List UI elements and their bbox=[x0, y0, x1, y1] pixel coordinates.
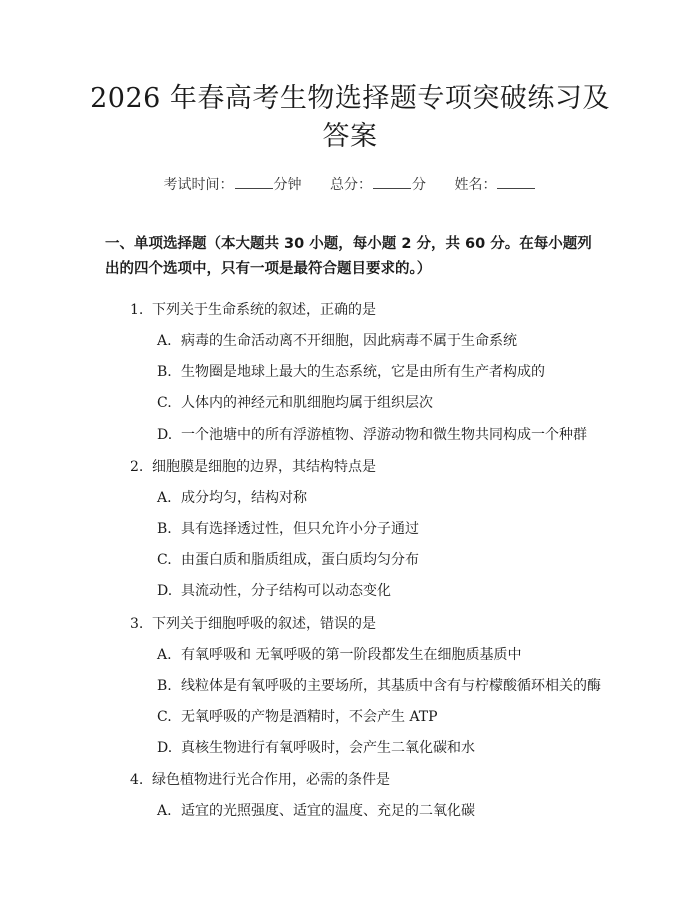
answer-option bbox=[157, 640, 700, 671]
question-text: 绿色植物进行光合作用，必需的条件是 bbox=[152, 772, 390, 789]
option-letter: C. bbox=[157, 708, 172, 725]
exam-info-line bbox=[0, 174, 700, 194]
option-text: 由蛋白质和脂质组成，蛋白质均匀分布 bbox=[181, 552, 419, 569]
question-stem bbox=[130, 764, 700, 796]
option-letter: C. bbox=[157, 552, 172, 569]
option-text: 适宜的光照强度、适宜的温度、充足的二氧化碳 bbox=[181, 803, 475, 820]
option-text: 成分均匀，结构对称 bbox=[181, 489, 307, 506]
section-heading: 一、单项选择题（本大题共 30 小题，每小题 2 分，共 60 分。在每小题列出的四个选项中，只有一项是最符合题目要求的。） bbox=[105, 236, 592, 277]
question-item bbox=[0, 764, 700, 827]
question-stem bbox=[130, 608, 700, 640]
option-letter: D. bbox=[157, 426, 173, 443]
option-text: 一个池塘中的所有浮游植物、浮游动物和微生物共同构成一个种群 bbox=[181, 426, 587, 443]
total-score-label: 总分： bbox=[330, 177, 372, 193]
answer-option bbox=[157, 545, 700, 576]
exam-time-blank bbox=[235, 176, 273, 189]
question-list bbox=[0, 294, 700, 827]
answer-option bbox=[157, 796, 700, 827]
answer-option bbox=[157, 733, 700, 764]
total-score-field bbox=[330, 174, 426, 194]
option-text: 病毒的生命活动离不开细胞，因此病毒不属于生命系统 bbox=[181, 333, 517, 349]
option-letter: A. bbox=[157, 489, 172, 506]
option-letter: A. bbox=[157, 333, 172, 349]
option-list bbox=[0, 326, 700, 451]
question-number: 3. bbox=[130, 615, 144, 632]
option-letter: B. bbox=[157, 520, 172, 537]
question-text: 下列关于细胞呼吸的叙述，错误的是 bbox=[152, 615, 376, 632]
option-letter: A. bbox=[157, 646, 172, 663]
question-text: 细胞膜是细胞的边界，其结构特点是 bbox=[152, 458, 376, 475]
answer-option bbox=[157, 420, 700, 451]
option-text: 无氧呼吸的产物是酒精时，不会产生 ATP bbox=[181, 708, 438, 725]
question-item bbox=[0, 608, 700, 765]
option-letter: B. bbox=[157, 677, 172, 694]
answer-option bbox=[157, 702, 700, 733]
total-score-unit: 分 bbox=[412, 177, 426, 193]
option-text: 人体内的神经元和肌细胞均属于组织层次 bbox=[181, 395, 433, 412]
option-text: 具有选择透过性，但只允许小分子通过 bbox=[181, 520, 419, 537]
question-text: 下列关于生命系统的叙述，正确的是 bbox=[152, 302, 376, 318]
answer-option bbox=[157, 514, 700, 545]
option-list bbox=[0, 640, 700, 765]
option-letter: D. bbox=[157, 583, 173, 600]
option-list bbox=[0, 483, 700, 608]
option-list bbox=[0, 796, 700, 827]
question-stem bbox=[130, 451, 700, 483]
option-text: 线粒体是有氧呼吸的主要场所，其基质中含有与柠檬酸循环相关的酶 bbox=[181, 677, 601, 694]
option-letter: D. bbox=[157, 740, 173, 757]
answer-option bbox=[157, 326, 700, 357]
option-text: 生物圈是地球上最大的生态系统，它是由所有生产者构成的 bbox=[181, 364, 545, 381]
answer-option bbox=[157, 483, 700, 514]
name-blank bbox=[497, 176, 535, 189]
option-text: 具流动性，分子结构可以动态变化 bbox=[181, 583, 391, 600]
question-stem bbox=[130, 294, 700, 326]
question-number: 1. bbox=[130, 302, 144, 318]
answer-option bbox=[157, 388, 700, 419]
answer-option bbox=[157, 357, 700, 388]
question-number: 4. bbox=[130, 772, 144, 789]
question-item bbox=[0, 451, 700, 608]
name-label: 姓名： bbox=[454, 177, 497, 193]
exam-time-label: 考试时间： bbox=[163, 177, 234, 193]
option-letter: B. bbox=[157, 364, 172, 381]
question-item bbox=[0, 294, 700, 451]
document-title: 2026 年春高考生物选择题专项突破练习及答案 bbox=[90, 83, 610, 152]
option-letter: A. bbox=[157, 803, 172, 820]
exam-time-field bbox=[164, 174, 302, 194]
question-number: 2. bbox=[130, 458, 144, 475]
option-text: 有氧呼吸和 无氧呼吸的第一阶段都发生在细胞质基质中 bbox=[181, 646, 522, 663]
name-field bbox=[454, 174, 536, 194]
option-text: 真核生物进行有氧呼吸时，会产生二氧化碳和水 bbox=[181, 740, 475, 757]
option-letter: C. bbox=[157, 395, 172, 412]
total-score-blank bbox=[373, 176, 411, 189]
exam-time-unit: 分钟 bbox=[273, 177, 302, 193]
answer-option bbox=[157, 576, 700, 607]
answer-option bbox=[157, 671, 700, 702]
